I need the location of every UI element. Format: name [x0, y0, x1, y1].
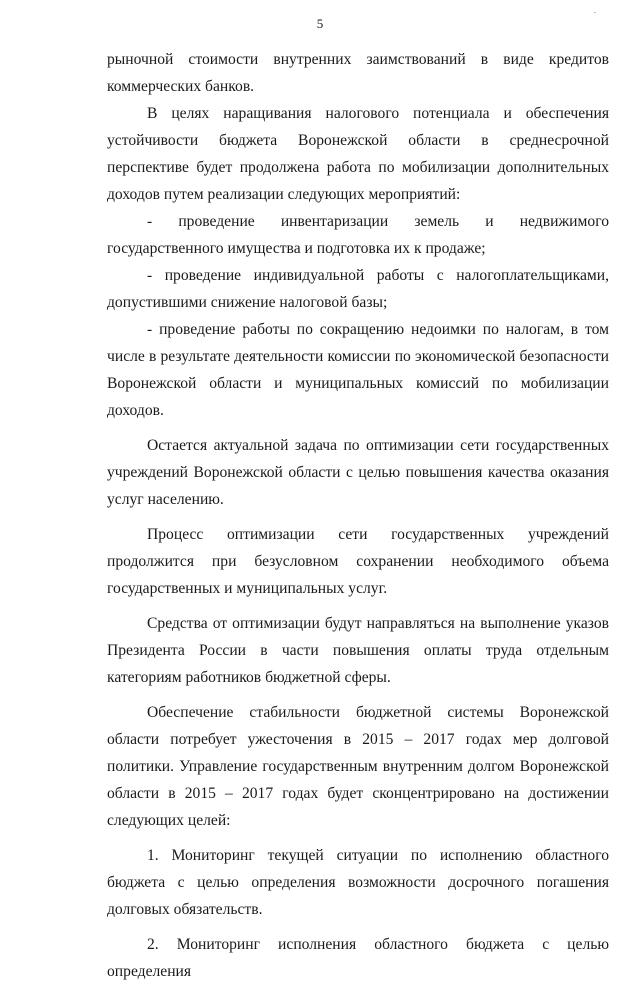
body-text	[107, 46, 609, 985]
corner-mark: .	[593, 5, 596, 15]
paragraph-6: Остается актуальной задача по оптимизации сети государственных учреждений Воронежской области с целью повышения качества оказания услуг населению.	[107, 437, 609, 508]
paragraph-1: рыночной стоимости внутренних заимствований в виде кредитов коммерческих банков.	[107, 51, 609, 95]
paragraph-2: В целях наращивания налогового потенциала и обеспечения устойчивости бюджета Воронежской области в среднесрочной перспективе будет продолжена работа по мобилизации дополнительных доходов путем реализации следующих мероприятий:	[107, 105, 609, 203]
paragraph-9: Обеспечение стабильности бюджетной системы Воронежской области потребует ужесточения в 2015 – 2017 годах мер долговой политики. Управление государственным внутренним долгом Воронежской области в 2015 – 2017 годах будет сконцентрировано на достижении следующих целей:	[107, 704, 609, 829]
page-number: 5	[316, 16, 324, 31]
paragraph-4: - проведение индивидуальной работы с налогоплательщиками, допустившими снижение налоговой базы;	[107, 267, 609, 311]
paragraph-10: 1. Мониторинг текущей ситуации по исполнению областного бюджета с целью определения возможности досрочного погашения долговых обязательств.	[107, 847, 609, 918]
paragraph-8: Средства от оптимизации будут направляться на выполнение указов Президента России в части повышения оплаты труда отдельным категориям работников бюджетной сферы.	[107, 615, 609, 686]
paragraph-7: Процесс оптимизации сети государственных учреждений продолжится при безусловном сохранении необходимого объема государственных и муниципальных услуг.	[107, 526, 609, 597]
paragraph-11: 2. Мониторинг исполнения областного бюджета с целью определения	[107, 936, 609, 980]
paragraph-3: - проведение инвентаризации земель и недвижимого государственного имущества и подготовка их к продаже;	[107, 213, 609, 257]
paragraph-5: - проведение работы по сокращению недоимки по налогам, в том числе в результате деятельности комиссии по экономической безопасности Воронежской области и муниципальных комиссий по мобилизации доходов.	[107, 321, 609, 419]
